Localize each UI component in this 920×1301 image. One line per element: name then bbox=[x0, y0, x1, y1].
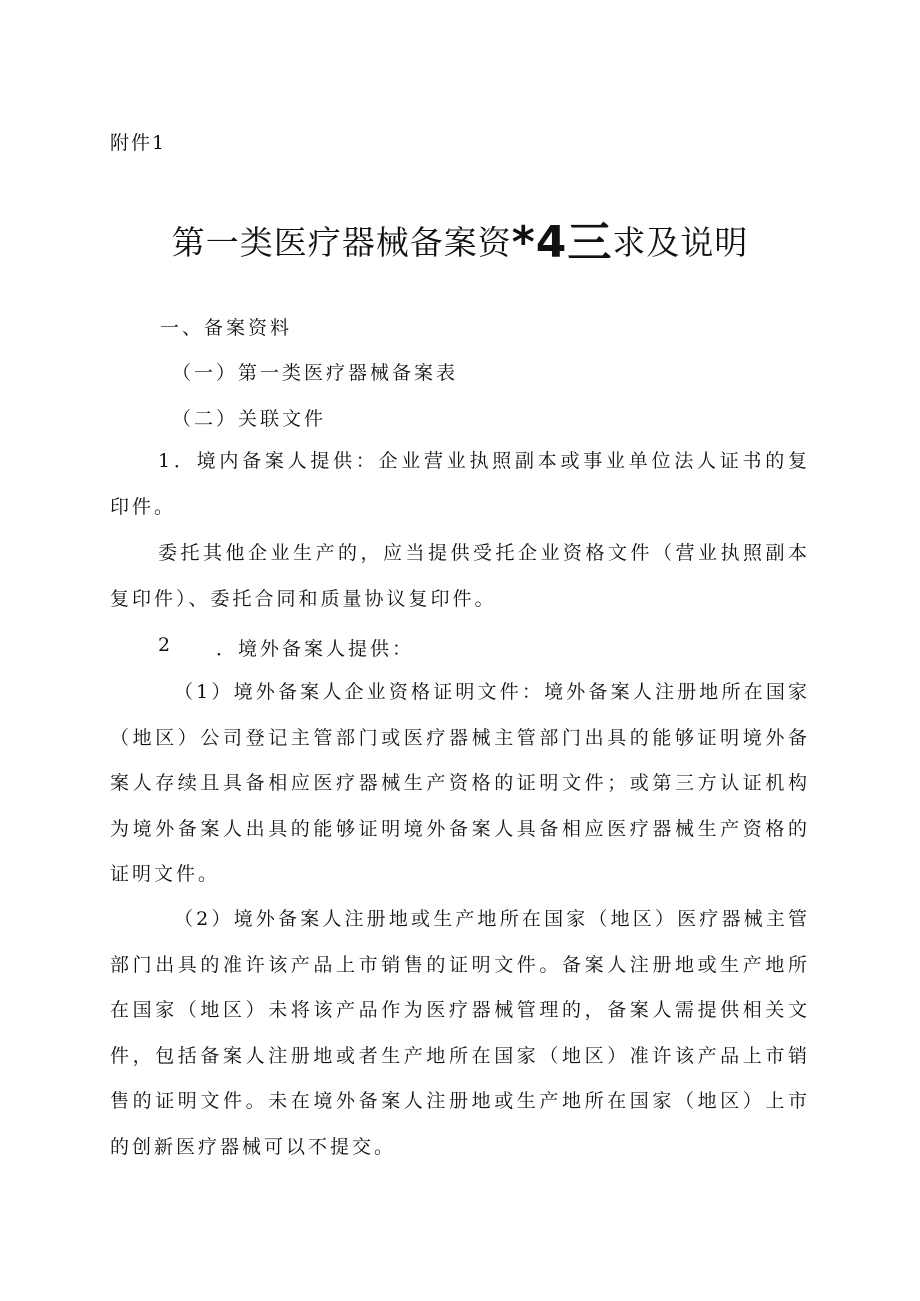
title-part-2: 求及说明 bbox=[612, 223, 749, 262]
item-2-number: 2 bbox=[158, 634, 174, 656]
title-part-1: 第一类医疗器械备案资 bbox=[171, 223, 512, 262]
paragraph-item-2-1: （1）境外备案人企业资格证明文件：境外备案人注册地所在国家（地区）公司登记主管部门或医疗器械主管部门出具的能够证明境外备案人存续且具备相应医疗器械生产资格的证明文件；或第三方认证机构为境外备案人出具的能够证明境外备案人具备相应医疗器械生产资格的证明文件。 bbox=[110, 681, 810, 885]
document-title bbox=[0, 206, 920, 270]
title-garbled-part: *4三 bbox=[511, 217, 613, 268]
subsection-2: （二）关联文件 bbox=[172, 408, 327, 430]
subsection-1: （一）第一类医疗器械备案表 bbox=[172, 362, 459, 384]
paragraph-item-1-note: 委托其他企业生产的，应当提供受托企业资格文件（营业执照副本复印件）、委托合同和质量协议复印件。 bbox=[110, 542, 810, 610]
section-heading-1: 一、备案资料 bbox=[160, 317, 293, 339]
paragraph-item-1: 1．境内备案人提供：企业营业执照副本或事业单位法人证书的复印件。 bbox=[110, 450, 810, 518]
annex-label: 附件1 bbox=[110, 132, 167, 154]
paragraph-item-2-2: （2）境外备案人注册地或生产地所在国家（地区）医疗器械主管部门出具的准许该产品上市销售的证明文件。备案人注册地或生产地所在国家（地区）未将该产品作为医疗器械管理的，备案人需提供相关文件，包括备案人注册地或者生产地所在国家（地区）准许该产品上市销售的证明文件。未在境外备案人注册地或生产地所在国家（地区）上市的创新医疗器械可以不提交。 bbox=[110, 908, 810, 1158]
item-2-heading: ．境外备案人提供： bbox=[216, 638, 415, 660]
